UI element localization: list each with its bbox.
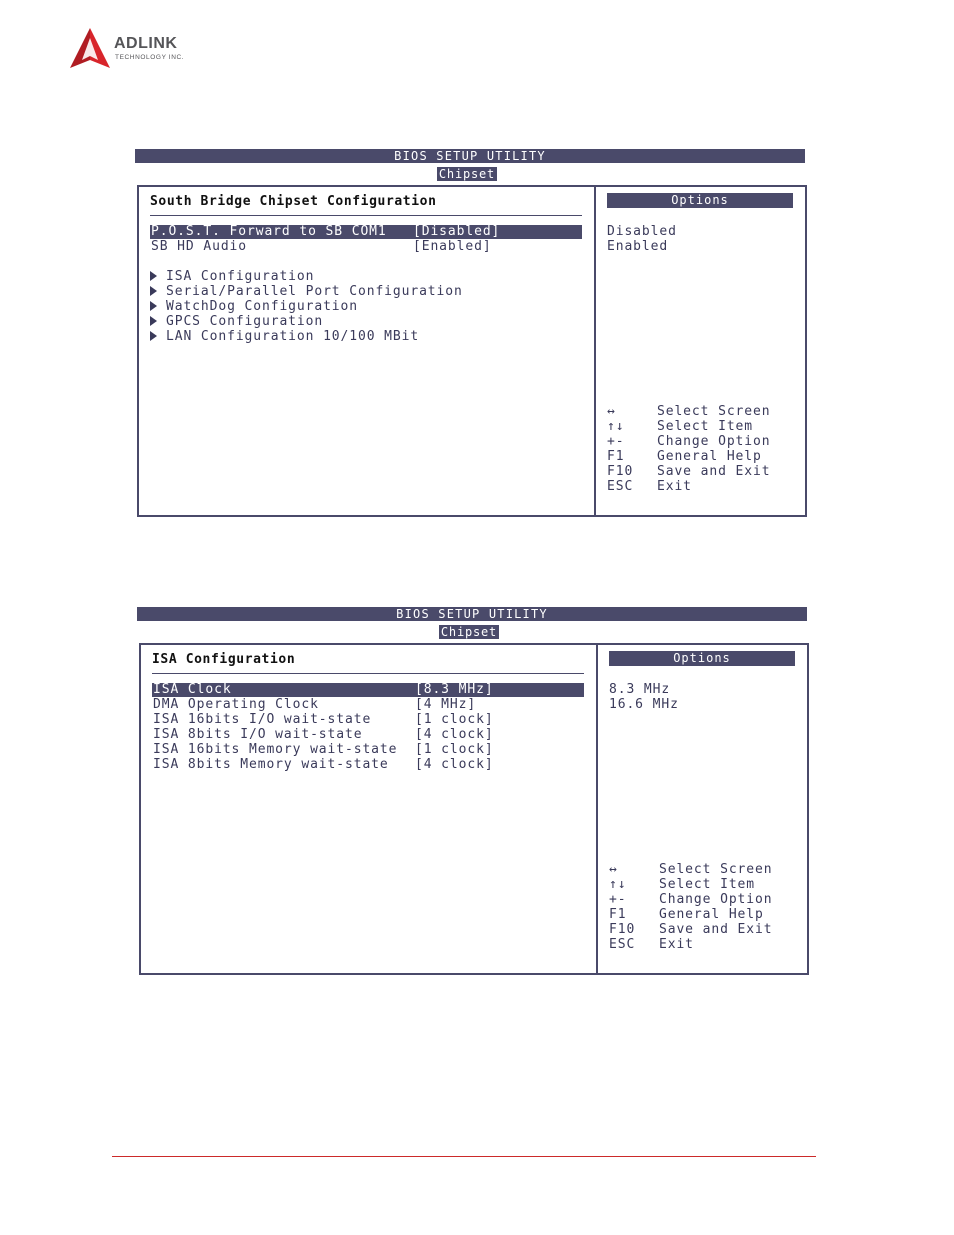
help-key: +- — [609, 892, 627, 907]
help-desc: General Help — [657, 449, 762, 464]
setting-value[interactable]: [Disabled] — [413, 224, 501, 239]
submenu-arrow-icon — [150, 286, 157, 296]
brand-subtitle: TECHNOLOGY INC. — [115, 54, 185, 61]
adlink-logo — [68, 26, 208, 72]
bios-title-bar: BIOS SETUP UTILITY — [137, 607, 807, 621]
bios-frame — [139, 643, 809, 975]
help-key: ESC — [609, 937, 636, 952]
help-key: ↑↓ — [607, 419, 625, 434]
bios-screen-isa-configuration — [137, 607, 811, 977]
option-item[interactable]: Disabled — [607, 224, 677, 239]
bios-screen-south-bridge — [135, 149, 809, 519]
help-row — [607, 420, 802, 434]
pane-title: ISA Configuration — [152, 652, 296, 667]
setting-label: DMA Operating Clock — [153, 697, 319, 712]
option-item[interactable]: 16.6 MHz — [609, 697, 679, 712]
setting-row-isa-8bit-io[interactable] — [152, 728, 584, 742]
submenu-label: LAN Configuration 10/100 MBit — [166, 329, 420, 344]
setting-value[interactable]: [1 clock] — [415, 742, 494, 757]
submenu-label: ISA Configuration — [166, 269, 315, 284]
submenu-gpcs[interactable] — [150, 315, 323, 329]
help-key: F10 — [609, 922, 636, 937]
setting-label: P.O.S.T. Forward to SB COM1 — [151, 224, 387, 239]
help-row — [607, 405, 802, 419]
help-desc: Exit — [657, 479, 692, 494]
option-item[interactable]: 8.3 MHz — [609, 682, 671, 697]
setting-value[interactable]: [4 clock] — [415, 727, 494, 742]
footer-divider — [112, 1156, 816, 1157]
setting-label: ISA 8bits Memory wait-state — [153, 757, 389, 772]
help-row — [607, 465, 802, 479]
options-pane — [598, 645, 807, 973]
setting-label: ISA 8bits I/O wait-state — [153, 727, 363, 742]
help-row — [607, 480, 802, 494]
help-key: ESC — [607, 479, 634, 494]
help-desc: Select Item — [659, 877, 755, 892]
setting-value[interactable]: [8.3 MHz] — [415, 682, 494, 697]
help-row — [609, 938, 804, 952]
pane-divider — [150, 215, 582, 216]
adlink-triangle-icon — [68, 26, 112, 70]
setting-row-isa-16bit-mem[interactable] — [152, 743, 584, 757]
setting-row-hd-audio[interactable] — [150, 240, 582, 254]
pane-divider — [152, 673, 584, 674]
setting-value[interactable]: [Enabled] — [413, 239, 492, 254]
help-desc: Select Item — [657, 419, 753, 434]
setting-label: SB HD Audio — [151, 239, 247, 254]
help-key: F1 — [609, 907, 627, 922]
tab-chipset[interactable]: Chipset — [440, 625, 498, 639]
submenu-label: Serial/Parallel Port Configuration — [166, 284, 463, 299]
submenu-label: WatchDog Configuration — [166, 299, 358, 314]
help-row — [607, 450, 802, 464]
setting-value[interactable]: [4 MHz] — [415, 697, 477, 712]
help-key: ↔ — [607, 404, 616, 419]
help-desc: General Help — [659, 907, 764, 922]
submenu-isa-configuration[interactable] — [150, 270, 314, 284]
brand-name: ADLINK — [114, 35, 178, 52]
submenu-arrow-icon — [150, 316, 157, 326]
help-key: F1 — [607, 449, 625, 464]
submenu-watchdog[interactable] — [150, 300, 358, 314]
help-desc: Change Option — [657, 434, 771, 449]
help-row — [607, 435, 802, 449]
submenu-label: GPCS Configuration — [166, 314, 324, 329]
help-desc: Select Screen — [659, 862, 773, 877]
setting-value[interactable]: [1 clock] — [415, 712, 494, 727]
tab-chipset[interactable]: Chipset — [438, 167, 496, 181]
submenu-lan[interactable] — [150, 330, 419, 344]
help-key: ↑↓ — [609, 877, 627, 892]
help-row — [609, 893, 804, 907]
submenu-arrow-icon — [150, 271, 157, 281]
help-row — [609, 863, 804, 877]
help-row — [609, 908, 804, 922]
help-key: F10 — [607, 464, 634, 479]
help-desc: Exit — [659, 937, 694, 952]
help-desc: Change Option — [659, 892, 773, 907]
option-item[interactable]: Enabled — [607, 239, 669, 254]
submenu-arrow-icon — [150, 301, 157, 311]
help-key: ↔ — [609, 862, 618, 877]
help-desc: Save and Exit — [657, 464, 771, 479]
setting-label: ISA 16bits Memory wait-state — [153, 742, 398, 757]
help-row — [609, 878, 804, 892]
setting-row-dma-clock[interactable] — [152, 698, 584, 712]
setting-label: ISA 16bits I/O wait-state — [153, 712, 372, 727]
submenu-serial-parallel[interactable] — [150, 285, 463, 299]
bios-title-bar: BIOS SETUP UTILITY — [135, 149, 805, 163]
help-desc: Save and Exit — [659, 922, 773, 937]
submenu-arrow-icon — [150, 331, 157, 341]
setting-row-isa-8bit-mem[interactable] — [152, 758, 584, 772]
help-key: +- — [607, 434, 625, 449]
tab-bar — [135, 163, 805, 179]
setting-value[interactable]: [4 clock] — [415, 757, 494, 772]
setting-label: ISA Clock — [153, 682, 232, 697]
settings-pane — [139, 187, 596, 515]
setting-row-isa-16bit-io[interactable] — [152, 713, 584, 727]
setting-row-post-forward[interactable] — [150, 225, 582, 239]
settings-pane — [141, 645, 598, 973]
bios-frame — [137, 185, 807, 517]
options-title: Options — [607, 193, 793, 208]
pane-title: South Bridge Chipset Configuration — [150, 194, 437, 209]
options-pane — [596, 187, 805, 515]
options-title: Options — [609, 651, 795, 666]
tab-bar — [137, 621, 807, 637]
setting-row-isa-clock[interactable] — [152, 683, 584, 697]
help-row — [609, 923, 804, 937]
help-desc: Select Screen — [657, 404, 771, 419]
